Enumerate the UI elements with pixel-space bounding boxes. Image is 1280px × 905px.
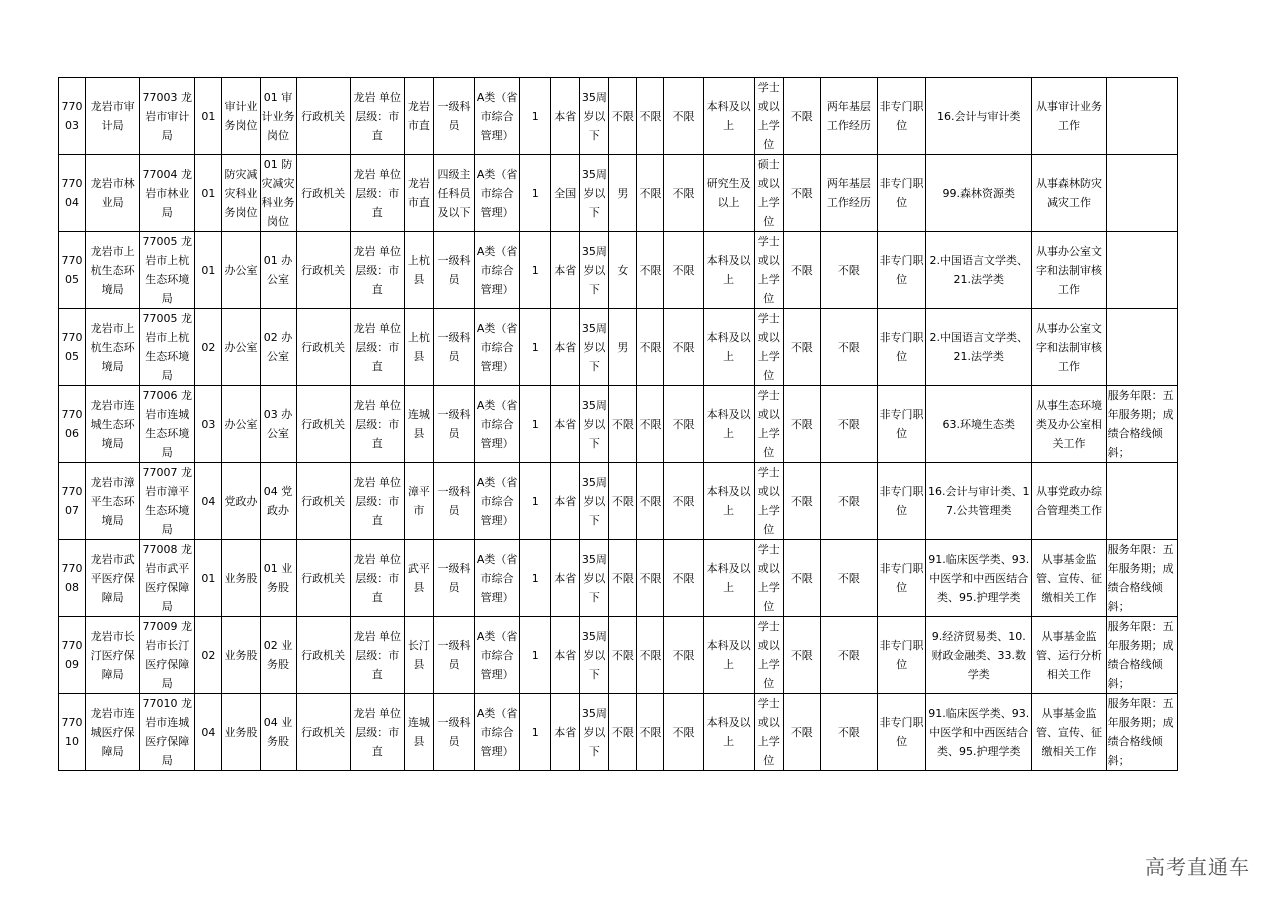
cell-post-no: 01 bbox=[195, 78, 222, 155]
cell-count: 1 bbox=[520, 78, 551, 155]
cell-unit: 龙岩市武平医疗保障局 bbox=[86, 540, 140, 617]
cell-level: 龙岩 单位层级：市直 bbox=[350, 155, 404, 232]
cell-cert: 不限 bbox=[783, 617, 820, 694]
cell-region: 武平县 bbox=[404, 540, 433, 617]
recruitment-table bbox=[58, 77, 1178, 771]
cell-region: 漳平市 bbox=[404, 463, 433, 540]
cell-special: 非专门职位 bbox=[878, 78, 926, 155]
cell-politics: 不限 bbox=[664, 694, 703, 771]
cell-major: 16.会计与审计类、17.公共管理类 bbox=[926, 463, 1032, 540]
cell-cert: 不限 bbox=[783, 463, 820, 540]
cell-special: 非专门职位 bbox=[878, 540, 926, 617]
cell-nature: 行政机关 bbox=[296, 232, 350, 309]
cell-age: 35周岁以下 bbox=[580, 309, 609, 386]
cell-category: A类（省市综合管理） bbox=[475, 78, 520, 155]
cell-major: 2.中国语言文学类、21.法学类 bbox=[926, 309, 1032, 386]
cell-level: 龙岩 单位层级：市直 bbox=[350, 309, 404, 386]
cell-count: 1 bbox=[520, 463, 551, 540]
cell-ethnic: 不限 bbox=[637, 78, 664, 155]
cell-age: 35周岁以下 bbox=[580, 617, 609, 694]
cell-count: 1 bbox=[520, 540, 551, 617]
cell-scope: 本省 bbox=[551, 540, 580, 617]
cell-scope: 本省 bbox=[551, 463, 580, 540]
cell-post: 03 办公室 bbox=[260, 386, 296, 463]
cell-duty: 从事基金监管、宣传、征缴相关工作 bbox=[1032, 694, 1106, 771]
cell-rank: 一级科员 bbox=[433, 694, 474, 771]
cell-code: 77003 bbox=[59, 78, 86, 155]
cell-nature: 行政机关 bbox=[296, 309, 350, 386]
cell-region: 上杭县 bbox=[404, 309, 433, 386]
cell-code: 77009 bbox=[59, 617, 86, 694]
cell-category: A类（省市综合管理） bbox=[475, 386, 520, 463]
cell-count: 1 bbox=[520, 309, 551, 386]
cell-politics: 不限 bbox=[664, 386, 703, 463]
cell-remark: 服务年限：五年服务期；成绩合格线倾斜； bbox=[1106, 617, 1177, 694]
cell-post-no: 04 bbox=[195, 463, 222, 540]
cell-unit-code: 77005 龙岩市上杭生态环境局 bbox=[140, 309, 195, 386]
cell-politics: 不限 bbox=[664, 463, 703, 540]
cell-post: 04 党政办 bbox=[260, 463, 296, 540]
cell-cert: 不限 bbox=[783, 540, 820, 617]
cell-degree: 学士或以上学位 bbox=[754, 78, 783, 155]
cell-post: 04 业务股 bbox=[260, 694, 296, 771]
cell-remark: 服务年限：五年服务期；成绩合格线倾斜； bbox=[1106, 386, 1177, 463]
cell-cert: 不限 bbox=[783, 78, 820, 155]
cell-dept: 业务股 bbox=[222, 540, 260, 617]
cell-exp: 两年基层工作经历 bbox=[820, 155, 877, 232]
cell-count: 1 bbox=[520, 617, 551, 694]
cell-level: 龙岩 单位层级：市直 bbox=[350, 78, 404, 155]
cell-count: 1 bbox=[520, 694, 551, 771]
cell-politics: 不限 bbox=[664, 78, 703, 155]
cell-dept: 业务股 bbox=[222, 694, 260, 771]
cell-gender: 不限 bbox=[609, 694, 637, 771]
cell-ethnic: 不限 bbox=[637, 386, 664, 463]
cell-exp: 不限 bbox=[820, 694, 877, 771]
cell-region: 连城县 bbox=[404, 386, 433, 463]
cell-nature: 行政机关 bbox=[296, 694, 350, 771]
cell-count: 1 bbox=[520, 386, 551, 463]
cell-category: A类（省市综合管理） bbox=[475, 232, 520, 309]
cell-rank: 四级主任科员及以下 bbox=[433, 155, 474, 232]
cell-cert: 不限 bbox=[783, 309, 820, 386]
cell-count: 1 bbox=[520, 232, 551, 309]
cell-post: 01 办公室 bbox=[260, 232, 296, 309]
cell-scope: 本省 bbox=[551, 309, 580, 386]
cell-politics: 不限 bbox=[664, 232, 703, 309]
cell-exp: 不限 bbox=[820, 540, 877, 617]
cell-unit-code: 77005 龙岩市上杭生态环境局 bbox=[140, 232, 195, 309]
cell-edu: 本科及以上 bbox=[703, 232, 754, 309]
cell-unit-code: 77008 龙岩市武平医疗保障局 bbox=[140, 540, 195, 617]
cell-exp: 不限 bbox=[820, 617, 877, 694]
cell-unit: 龙岩市上杭生态环境局 bbox=[86, 232, 140, 309]
cell-unit: 龙岩市林业局 bbox=[86, 155, 140, 232]
cell-edu: 本科及以上 bbox=[703, 386, 754, 463]
cell-exp: 不限 bbox=[820, 463, 877, 540]
cell-unit-code: 77003 龙岩市审计局 bbox=[140, 78, 195, 155]
cell-scope: 本省 bbox=[551, 694, 580, 771]
cell-duty: 从事基金监管、运行分析相关工作 bbox=[1032, 617, 1106, 694]
cell-unit: 龙岩市漳平生态环境局 bbox=[86, 463, 140, 540]
cell-category: A类（省市综合管理） bbox=[475, 309, 520, 386]
cell-post-no: 02 bbox=[195, 617, 222, 694]
cell-unit-code: 77009 龙岩市长汀医疗保障局 bbox=[140, 617, 195, 694]
cell-edu: 本科及以上 bbox=[703, 617, 754, 694]
cell-age: 35周岁以下 bbox=[580, 78, 609, 155]
cell-duty: 从事基金监管、宣传、征缴相关工作 bbox=[1032, 540, 1106, 617]
cell-remark bbox=[1106, 232, 1177, 309]
cell-degree: 学士或以上学位 bbox=[754, 309, 783, 386]
table-row bbox=[59, 617, 1178, 694]
cell-category: A类（省市综合管理） bbox=[475, 694, 520, 771]
cell-unit-code: 77007 龙岩市漳平生态环境局 bbox=[140, 463, 195, 540]
cell-special: 非专门职位 bbox=[878, 694, 926, 771]
cell-exp: 不限 bbox=[820, 309, 877, 386]
cell-dept: 防灾减灾科业务岗位 bbox=[222, 155, 260, 232]
cell-remark: 服务年限：五年服务期；成绩合格线倾斜； bbox=[1106, 540, 1177, 617]
cell-gender: 不限 bbox=[609, 540, 637, 617]
cell-special: 非专门职位 bbox=[878, 617, 926, 694]
cell-cert: 不限 bbox=[783, 694, 820, 771]
cell-dept: 党政办 bbox=[222, 463, 260, 540]
cell-unit: 龙岩市连城医疗保障局 bbox=[86, 694, 140, 771]
cell-post-no: 04 bbox=[195, 694, 222, 771]
cell-major: 9.经济贸易类、10.财政金融类、33.数学类 bbox=[926, 617, 1032, 694]
cell-unit: 龙岩市审计局 bbox=[86, 78, 140, 155]
cell-major: 91.临床医学类、93.中医学和中西医结合类、95.护理学类 bbox=[926, 540, 1032, 617]
cell-code: 77005 bbox=[59, 232, 86, 309]
cell-ethnic: 不限 bbox=[637, 155, 664, 232]
cell-age: 35周岁以下 bbox=[580, 540, 609, 617]
table-row bbox=[59, 309, 1178, 386]
cell-special: 非专门职位 bbox=[878, 463, 926, 540]
cell-edu: 本科及以上 bbox=[703, 78, 754, 155]
cell-post-no: 01 bbox=[195, 232, 222, 309]
cell-scope: 本省 bbox=[551, 386, 580, 463]
cell-edu: 本科及以上 bbox=[703, 694, 754, 771]
cell-gender: 不限 bbox=[609, 386, 637, 463]
cell-post-no: 03 bbox=[195, 386, 222, 463]
cell-category: A类（省市综合管理） bbox=[475, 463, 520, 540]
cell-scope: 本省 bbox=[551, 78, 580, 155]
cell-unit-code: 77006 龙岩市连城生态环境局 bbox=[140, 386, 195, 463]
cell-cert: 不限 bbox=[783, 232, 820, 309]
cell-region: 上杭县 bbox=[404, 232, 433, 309]
cell-degree: 学士或以上学位 bbox=[754, 463, 783, 540]
cell-age: 35周岁以下 bbox=[580, 232, 609, 309]
cell-dept: 审计业务岗位 bbox=[222, 78, 260, 155]
cell-duty: 从事生态环境类及办公室相关工作 bbox=[1032, 386, 1106, 463]
cell-rank: 一级科员 bbox=[433, 540, 474, 617]
cell-post: 01 防灾减灾科业务岗位 bbox=[260, 155, 296, 232]
cell-ethnic: 不限 bbox=[637, 463, 664, 540]
cell-degree: 学士或以上学位 bbox=[754, 386, 783, 463]
cell-region: 龙岩市直 bbox=[404, 155, 433, 232]
table-row bbox=[59, 386, 1178, 463]
table-row bbox=[59, 463, 1178, 540]
cell-dept: 业务股 bbox=[222, 617, 260, 694]
cell-nature: 行政机关 bbox=[296, 463, 350, 540]
cell-post: 01 业务股 bbox=[260, 540, 296, 617]
cell-major: 91.临床医学类、93.中医学和中西医结合类、95.护理学类 bbox=[926, 694, 1032, 771]
cell-code: 77008 bbox=[59, 540, 86, 617]
cell-exp: 两年基层工作经历 bbox=[820, 78, 877, 155]
cell-duty: 从事办公室文字和法制审核工作 bbox=[1032, 309, 1106, 386]
cell-level: 龙岩 单位层级：市直 bbox=[350, 540, 404, 617]
cell-unit: 龙岩市连城生态环境局 bbox=[86, 386, 140, 463]
cell-nature: 行政机关 bbox=[296, 617, 350, 694]
cell-age: 35周岁以下 bbox=[580, 155, 609, 232]
cell-politics: 不限 bbox=[664, 155, 703, 232]
cell-cert: 不限 bbox=[783, 386, 820, 463]
cell-level: 龙岩 单位层级：市直 bbox=[350, 386, 404, 463]
cell-post-no: 01 bbox=[195, 540, 222, 617]
cell-rank: 一级科员 bbox=[433, 232, 474, 309]
cell-remark bbox=[1106, 78, 1177, 155]
watermark: 高考直通车 bbox=[1145, 855, 1250, 879]
cell-age: 35周岁以下 bbox=[580, 386, 609, 463]
cell-politics: 不限 bbox=[664, 540, 703, 617]
cell-post: 01 审计业务岗位 bbox=[260, 78, 296, 155]
cell-major: 16.会计与审计类 bbox=[926, 78, 1032, 155]
cell-rank: 一级科员 bbox=[433, 309, 474, 386]
cell-age: 35周岁以下 bbox=[580, 694, 609, 771]
cell-major: 99.森林资源类 bbox=[926, 155, 1032, 232]
cell-ethnic: 不限 bbox=[637, 232, 664, 309]
cell-degree: 学士或以上学位 bbox=[754, 540, 783, 617]
cell-cert: 不限 bbox=[783, 155, 820, 232]
cell-rank: 一级科员 bbox=[433, 78, 474, 155]
cell-code: 77010 bbox=[59, 694, 86, 771]
cell-nature: 行政机关 bbox=[296, 155, 350, 232]
cell-dept: 办公室 bbox=[222, 309, 260, 386]
cell-code: 77006 bbox=[59, 386, 86, 463]
cell-category: A类（省市综合管理） bbox=[475, 155, 520, 232]
cell-politics: 不限 bbox=[664, 617, 703, 694]
cell-rank: 一级科员 bbox=[433, 463, 474, 540]
cell-dept: 办公室 bbox=[222, 386, 260, 463]
cell-post: 02 业务股 bbox=[260, 617, 296, 694]
cell-nature: 行政机关 bbox=[296, 386, 350, 463]
cell-scope: 本省 bbox=[551, 617, 580, 694]
cell-ethnic: 不限 bbox=[637, 617, 664, 694]
table-row bbox=[59, 694, 1178, 771]
cell-gender: 不限 bbox=[609, 78, 637, 155]
table-row bbox=[59, 540, 1178, 617]
cell-post-no: 02 bbox=[195, 309, 222, 386]
cell-remark bbox=[1106, 463, 1177, 540]
cell-duty: 从事党政办综合管理类工作 bbox=[1032, 463, 1106, 540]
cell-unit: 龙岩市长汀医疗保障局 bbox=[86, 617, 140, 694]
cell-unit-code: 77004 龙岩市林业局 bbox=[140, 155, 195, 232]
cell-rank: 一级科员 bbox=[433, 617, 474, 694]
cell-exp: 不限 bbox=[820, 386, 877, 463]
table-row bbox=[59, 78, 1178, 155]
cell-code: 77004 bbox=[59, 155, 86, 232]
cell-edu: 本科及以上 bbox=[703, 309, 754, 386]
cell-post: 02 办公室 bbox=[260, 309, 296, 386]
cell-rank: 一级科员 bbox=[433, 386, 474, 463]
cell-code: 77007 bbox=[59, 463, 86, 540]
cell-remark bbox=[1106, 155, 1177, 232]
cell-ethnic: 不限 bbox=[637, 694, 664, 771]
cell-remark bbox=[1106, 309, 1177, 386]
cell-special: 非专门职位 bbox=[878, 232, 926, 309]
cell-category: A类（省市综合管理） bbox=[475, 617, 520, 694]
cell-level: 龙岩 单位层级：市直 bbox=[350, 232, 404, 309]
cell-degree: 学士或以上学位 bbox=[754, 232, 783, 309]
cell-gender: 女 bbox=[609, 232, 637, 309]
cell-region: 长汀县 bbox=[404, 617, 433, 694]
cell-level: 龙岩 单位层级：市直 bbox=[350, 694, 404, 771]
cell-duty: 从事森林防灾减灾工作 bbox=[1032, 155, 1106, 232]
table-row bbox=[59, 155, 1178, 232]
cell-gender: 男 bbox=[609, 309, 637, 386]
cell-special: 非专门职位 bbox=[878, 386, 926, 463]
cell-gender: 不限 bbox=[609, 617, 637, 694]
cell-edu: 本科及以上 bbox=[703, 540, 754, 617]
cell-scope: 本省 bbox=[551, 232, 580, 309]
cell-duty: 从事办公室文字和法制审核工作 bbox=[1032, 232, 1106, 309]
cell-unit-code: 77010 龙岩市连城医疗保障局 bbox=[140, 694, 195, 771]
cell-region: 龙岩市直 bbox=[404, 78, 433, 155]
cell-scope: 全国 bbox=[551, 155, 580, 232]
cell-age: 35周岁以下 bbox=[580, 463, 609, 540]
cell-gender: 不限 bbox=[609, 463, 637, 540]
cell-level: 龙岩 单位层级：市直 bbox=[350, 463, 404, 540]
cell-ethnic: 不限 bbox=[637, 309, 664, 386]
cell-edu: 研究生及以上 bbox=[703, 155, 754, 232]
cell-code: 77005 bbox=[59, 309, 86, 386]
cell-duty: 从事审计业务工作 bbox=[1032, 78, 1106, 155]
cell-exp: 不限 bbox=[820, 232, 877, 309]
cell-unit: 龙岩市上杭生态环境局 bbox=[86, 309, 140, 386]
cell-ethnic: 不限 bbox=[637, 540, 664, 617]
cell-degree: 学士或以上学位 bbox=[754, 694, 783, 771]
cell-level: 龙岩 单位层级：市直 bbox=[350, 617, 404, 694]
cell-major: 2.中国语言文学类、21.法学类 bbox=[926, 232, 1032, 309]
cell-region: 连城县 bbox=[404, 694, 433, 771]
cell-category: A类（省市综合管理） bbox=[475, 540, 520, 617]
cell-major: 63.环境生态类 bbox=[926, 386, 1032, 463]
cell-count: 1 bbox=[520, 155, 551, 232]
cell-special: 非专门职位 bbox=[878, 309, 926, 386]
cell-special: 非专门职位 bbox=[878, 155, 926, 232]
cell-remark: 服务年限：五年服务期；成绩合格线倾斜； bbox=[1106, 694, 1177, 771]
cell-politics: 不限 bbox=[664, 309, 703, 386]
cell-edu: 本科及以上 bbox=[703, 463, 754, 540]
cell-nature: 行政机关 bbox=[296, 540, 350, 617]
cell-degree: 学士或以上学位 bbox=[754, 617, 783, 694]
cell-degree: 硕士或以上学位 bbox=[754, 155, 783, 232]
cell-post-no: 01 bbox=[195, 155, 222, 232]
cell-dept: 办公室 bbox=[222, 232, 260, 309]
table-row bbox=[59, 232, 1178, 309]
cell-gender: 男 bbox=[609, 155, 637, 232]
cell-nature: 行政机关 bbox=[296, 78, 350, 155]
